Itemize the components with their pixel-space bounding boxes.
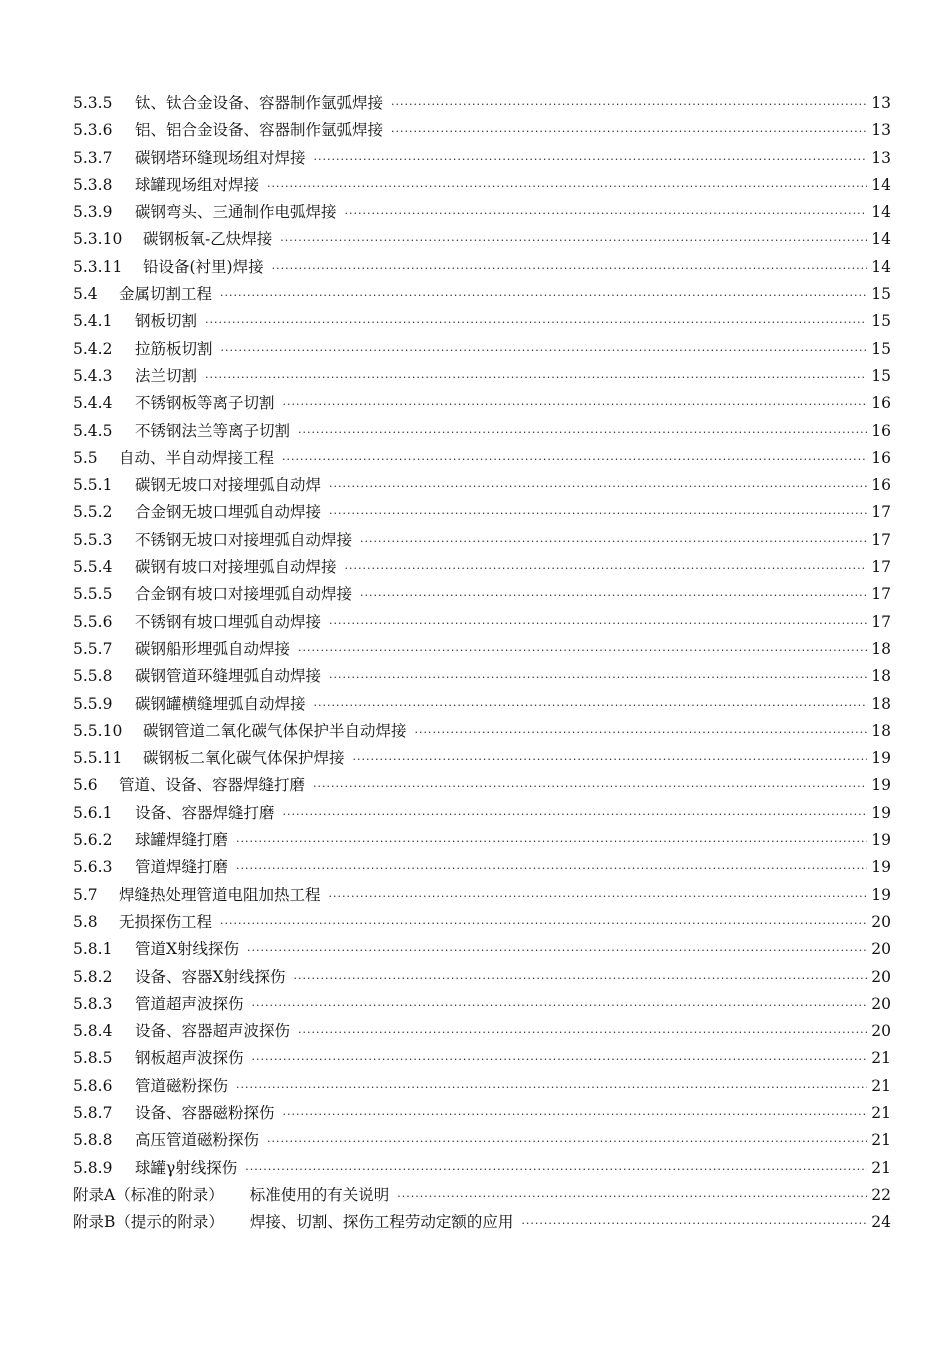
toc-entry-number: 5.3.7 bbox=[73, 148, 113, 167]
toc-entry-number: 5.5.11 bbox=[73, 749, 123, 768]
toc-entry-page-number: 24 bbox=[871, 1213, 891, 1232]
toc-entry-title: 碳钢板二氧化碳气体保护焊接 bbox=[143, 749, 345, 768]
toc-entry-number: 5.3.10 bbox=[73, 230, 123, 249]
toc-entry-page-number: 21 bbox=[871, 1158, 891, 1177]
dot-leader bbox=[236, 855, 867, 882]
dot-leader bbox=[298, 1019, 867, 1046]
toc-entry-title: 碳钢管道环缝埋弧自动焊接 bbox=[135, 667, 322, 686]
toc-entry-number: 5.8.9 bbox=[73, 1158, 113, 1177]
toc-entry-page-number: 14 bbox=[871, 230, 891, 249]
toc-entry-page-number: 21 bbox=[871, 1103, 891, 1122]
dot-leader bbox=[298, 637, 867, 664]
toc-entry[interactable] bbox=[73, 663, 891, 690]
toc-entry-page-number: 13 bbox=[871, 121, 891, 140]
toc-entry-number: 5.5.1 bbox=[73, 476, 113, 495]
dot-leader bbox=[267, 1128, 867, 1155]
dot-leader bbox=[314, 146, 867, 173]
toc-entry-number: 5.5.2 bbox=[73, 503, 113, 522]
toc-entry[interactable] bbox=[73, 90, 891, 117]
toc-entry-number: 5.8.1 bbox=[73, 940, 113, 959]
dot-leader bbox=[205, 364, 867, 391]
dot-leader bbox=[280, 227, 867, 254]
toc-entry-title: 钢板超声波探伤 bbox=[135, 1049, 244, 1068]
toc-entry-title: 碳钢弯头、三通制作电弧焊接 bbox=[135, 203, 337, 222]
toc-entry[interactable] bbox=[73, 1182, 891, 1209]
toc-entry-page-number: 20 bbox=[871, 912, 891, 931]
toc-entry-number: 附录A（标准的附录） bbox=[73, 1185, 224, 1204]
toc-entry[interactable] bbox=[73, 800, 891, 827]
toc-entry[interactable] bbox=[73, 363, 891, 390]
toc-entry-number: 5.5.6 bbox=[73, 612, 113, 631]
toc-entry-title: 球罐焊缝打磨 bbox=[135, 831, 229, 850]
toc-entry-page-number: 19 bbox=[871, 776, 891, 795]
toc-entry-title: 高压管道磁粉探伤 bbox=[135, 1131, 260, 1150]
toc-entry[interactable] bbox=[73, 691, 891, 718]
toc-entry-title: 不锈钢无坡口对接埋弧自动焊接 bbox=[135, 530, 353, 549]
toc-entry-number: 5.6.2 bbox=[73, 831, 113, 850]
toc-entry[interactable] bbox=[73, 1073, 891, 1100]
toc-entry-page-number: 14 bbox=[871, 257, 891, 276]
toc-entry-number: 5.6.1 bbox=[73, 803, 113, 822]
toc-entry[interactable] bbox=[73, 418, 891, 445]
dot-leader bbox=[397, 1183, 867, 1210]
toc-entry[interactable] bbox=[73, 199, 891, 226]
toc-entry[interactable] bbox=[73, 1209, 891, 1236]
toc-entry-title: 碳钢塔环缝现场组对焊接 bbox=[135, 148, 306, 167]
toc-entry-title: 碳钢罐横缝埋弧自动焊接 bbox=[135, 694, 306, 713]
toc-entry[interactable] bbox=[73, 145, 891, 172]
toc-entry-title: 球罐现场组对焊接 bbox=[135, 175, 260, 194]
dot-leader bbox=[313, 773, 867, 800]
toc-entry-number: 5.3.6 bbox=[73, 121, 113, 140]
toc-entry[interactable] bbox=[73, 772, 891, 799]
toc-entry-page-number: 21 bbox=[871, 1076, 891, 1095]
toc-entry[interactable] bbox=[73, 1100, 891, 1127]
toc-entry-number: 5.8.7 bbox=[73, 1103, 113, 1122]
toc-entry-title: 钢板切割 bbox=[135, 312, 198, 331]
dot-leader bbox=[236, 1074, 867, 1101]
dot-leader bbox=[298, 419, 867, 446]
toc-entry-number: 5.5.9 bbox=[73, 694, 113, 713]
toc-entry[interactable] bbox=[73, 390, 891, 417]
toc-entry[interactable] bbox=[73, 554, 891, 581]
toc-entry-page-number: 20 bbox=[871, 1022, 891, 1041]
toc-entry-page-number: 18 bbox=[871, 694, 891, 713]
toc-entry-title: 碳钢管道二氧化碳气体保护半自动焊接 bbox=[143, 721, 407, 740]
toc-entry-number: 5.5.5 bbox=[73, 585, 113, 604]
dot-leader bbox=[391, 91, 867, 118]
toc-entry[interactable] bbox=[73, 1045, 891, 1072]
toc-entry-page-number: 15 bbox=[871, 339, 891, 358]
dot-leader bbox=[329, 500, 867, 527]
dot-leader bbox=[345, 555, 867, 582]
toc-entry-page-number: 17 bbox=[871, 585, 891, 604]
toc-entry-page-number: 16 bbox=[871, 394, 891, 413]
dot-leader bbox=[329, 664, 867, 691]
toc-entry-number: 5.4.2 bbox=[73, 339, 113, 358]
toc-entry-title: 设备、容器X射线探伤 bbox=[135, 967, 286, 986]
toc-entry-title: 法兰切割 bbox=[135, 366, 198, 385]
dot-leader bbox=[345, 200, 867, 227]
toc-entry-title: 合金钢有坡口对接埋弧自动焊接 bbox=[135, 585, 353, 604]
toc-entry-number: 5.8.3 bbox=[73, 994, 113, 1013]
dot-leader bbox=[247, 937, 867, 964]
toc-entry[interactable] bbox=[73, 581, 891, 608]
toc-entry-page-number: 17 bbox=[871, 612, 891, 631]
dot-leader bbox=[415, 719, 867, 746]
toc-entry-page-number: 19 bbox=[871, 749, 891, 768]
toc-entry[interactable] bbox=[73, 636, 891, 663]
toc-entry-page-number: 17 bbox=[871, 558, 891, 577]
toc-entry-page-number: 19 bbox=[871, 831, 891, 850]
toc-entry-page-number: 16 bbox=[871, 421, 891, 440]
toc-entry-page-number: 21 bbox=[871, 1049, 891, 1068]
toc-entry[interactable] bbox=[73, 718, 891, 745]
toc-entry-title: 设备、容器超声波探伤 bbox=[135, 1022, 291, 1041]
toc-entry[interactable] bbox=[73, 936, 891, 963]
dot-leader bbox=[252, 992, 867, 1019]
dot-leader bbox=[329, 610, 867, 637]
toc-entry-title: 球罐γ射线探伤 bbox=[135, 1158, 238, 1177]
toc-entry-number: 5.5.3 bbox=[73, 530, 113, 549]
toc-entry-number: 5.5 bbox=[73, 448, 98, 467]
toc-entry-page-number: 14 bbox=[871, 203, 891, 222]
toc-entry-number: 5.8.4 bbox=[73, 1022, 113, 1041]
toc-entry-number: 5.3.5 bbox=[73, 94, 113, 112]
dot-leader bbox=[205, 309, 867, 336]
toc-entry[interactable] bbox=[73, 472, 891, 499]
toc-entry[interactable] bbox=[73, 172, 891, 199]
toc-entry-title: 碳钢无坡口对接埋弧自动焊 bbox=[135, 476, 322, 495]
toc-entry-page-number: 22 bbox=[871, 1185, 891, 1204]
toc-entry-title: 钛、钛合金设备、容器制作氩弧焊接 bbox=[135, 94, 384, 112]
toc-entry-page-number: 15 bbox=[871, 312, 891, 331]
toc-entry-page-number: 15 bbox=[871, 285, 891, 304]
toc-entry[interactable] bbox=[73, 308, 891, 335]
toc-entry-number: 5.4.3 bbox=[73, 366, 113, 385]
toc-entry-number: 5.8.2 bbox=[73, 967, 113, 986]
toc-entry-page-number: 19 bbox=[871, 885, 891, 904]
toc-entry-title: 设备、容器焊缝打磨 bbox=[135, 803, 275, 822]
toc-entry-page-number: 20 bbox=[871, 994, 891, 1013]
toc-entry-title: 设备、容器磁粉探伤 bbox=[135, 1103, 275, 1122]
toc-entry-page-number: 16 bbox=[871, 476, 891, 495]
toc-entry-page-number: 20 bbox=[871, 940, 891, 959]
toc-entry-title: 金属切割工程 bbox=[119, 285, 213, 304]
toc-entry[interactable] bbox=[73, 964, 891, 991]
toc-entry-page-number: 21 bbox=[871, 1131, 891, 1150]
toc-entry[interactable] bbox=[73, 254, 891, 281]
toc-entry-title: 不锈钢有坡口埋弧自动焊接 bbox=[135, 612, 322, 631]
toc-entry-title: 碳钢有坡口对接埋弧自动焊接 bbox=[135, 558, 337, 577]
toc-entry[interactable] bbox=[73, 499, 891, 526]
toc-entry-number: 5.3.8 bbox=[73, 175, 113, 194]
toc-entry[interactable] bbox=[73, 1127, 891, 1154]
toc-entry-number: 5.8.8 bbox=[73, 1131, 113, 1150]
toc-entry-page-number: 13 bbox=[871, 148, 891, 167]
toc-entry-number: 5.5.7 bbox=[73, 639, 113, 658]
toc-entry-number: 5.5.8 bbox=[73, 667, 113, 686]
dot-leader bbox=[329, 883, 867, 910]
toc-entry-title: 合金钢无坡口埋弧自动焊接 bbox=[135, 503, 322, 522]
toc-entry[interactable] bbox=[73, 527, 891, 554]
toc-entry-number: 5.4.4 bbox=[73, 394, 113, 413]
toc-entry[interactable] bbox=[73, 854, 891, 881]
toc-entry[interactable] bbox=[73, 745, 891, 772]
toc-entry-title: 拉筋板切割 bbox=[135, 339, 213, 358]
dot-leader bbox=[267, 173, 867, 200]
dot-leader bbox=[521, 1210, 867, 1237]
toc-entry-title: 焊缝热处理管道电阻加热工程 bbox=[119, 885, 321, 904]
toc-entry-number: 5.8.6 bbox=[73, 1076, 113, 1095]
toc-entry-title: 铅设备(衬里)焊接 bbox=[143, 257, 264, 276]
toc-entry-number: 5.4.1 bbox=[73, 312, 113, 331]
toc-entry-title: 管道磁粉探伤 bbox=[135, 1076, 229, 1095]
toc-entry[interactable] bbox=[73, 226, 891, 253]
toc-entry[interactable] bbox=[73, 117, 891, 144]
dot-leader bbox=[329, 473, 867, 500]
dot-leader bbox=[283, 1101, 867, 1128]
toc-entry-page-number: 14 bbox=[871, 175, 891, 194]
toc-entry-title: 标准使用的有关说明 bbox=[249, 1185, 390, 1204]
toc-entry[interactable] bbox=[73, 909, 891, 936]
toc-entry-page-number: 16 bbox=[871, 448, 891, 467]
dot-leader bbox=[252, 1046, 867, 1073]
toc-entry-number: 5.6 bbox=[73, 776, 98, 795]
dot-leader bbox=[221, 337, 867, 364]
toc-entry-page-number: 18 bbox=[871, 667, 891, 686]
toc-entry-page-number: 15 bbox=[871, 366, 891, 385]
toc-entry-page-number: 19 bbox=[871, 858, 891, 877]
toc-entry-number: 5.8.5 bbox=[73, 1049, 113, 1068]
toc-entry[interactable] bbox=[73, 1018, 891, 1045]
toc-entry-page-number: 19 bbox=[871, 803, 891, 822]
dot-leader bbox=[220, 282, 867, 309]
toc-entry-title: 铝、铝合金设备、容器制作氩弧焊接 bbox=[135, 121, 384, 140]
toc-entry-title: 管道焊缝打磨 bbox=[135, 858, 229, 877]
toc-entry-title: 管道超声波探伤 bbox=[135, 994, 244, 1013]
toc-entry-number: 5.4.5 bbox=[73, 421, 113, 440]
toc-entry-number: 5.3.11 bbox=[73, 257, 123, 276]
toc-entry-title: 无损探伤工程 bbox=[119, 912, 213, 931]
toc-entry[interactable] bbox=[73, 445, 891, 472]
toc-entry-number: 5.8 bbox=[73, 912, 98, 931]
toc-entry-title: 焊接、切割、探伤工程劳动定额的应用 bbox=[249, 1213, 514, 1232]
toc-entry[interactable] bbox=[73, 882, 891, 909]
dot-leader bbox=[220, 910, 867, 937]
toc-entry-number: 5.5.4 bbox=[73, 558, 113, 577]
dot-leader bbox=[360, 582, 867, 609]
toc-entry-number: 5.3.9 bbox=[73, 203, 113, 222]
toc-entry-number: 5.6.3 bbox=[73, 858, 113, 877]
toc-entry-title: 不锈钢板等离子切割 bbox=[135, 394, 275, 413]
toc-entry-page-number: 20 bbox=[871, 967, 891, 986]
toc-entry-title: 管道、设备、容器焊缝打磨 bbox=[119, 776, 306, 795]
toc-entry-page-number: 13 bbox=[871, 94, 891, 112]
dot-leader bbox=[391, 118, 867, 145]
dot-leader bbox=[282, 446, 867, 473]
toc-entry[interactable] bbox=[73, 281, 891, 308]
toc-entry-page-number: 17 bbox=[871, 530, 891, 549]
toc-entry-page-number: 17 bbox=[871, 503, 891, 522]
dot-leader bbox=[272, 255, 867, 282]
toc-entry-number: 5.4 bbox=[73, 285, 98, 304]
toc-entry-title: 管道X射线探伤 bbox=[135, 940, 240, 959]
toc-entry-title: 自动、半自动焊接工程 bbox=[119, 448, 275, 467]
toc-entry-page-number: 18 bbox=[871, 721, 891, 740]
toc-entry[interactable] bbox=[73, 1155, 891, 1182]
table-of-contents bbox=[73, 90, 891, 1236]
toc-entry-page-number: 18 bbox=[871, 639, 891, 658]
toc-entry-title: 碳钢板氧-乙炔焊接 bbox=[143, 230, 273, 249]
toc-entry-number: 5.5.10 bbox=[73, 721, 123, 740]
toc-entry[interactable] bbox=[73, 991, 891, 1018]
toc-entry-number: 5.7 bbox=[73, 885, 98, 904]
dot-leader bbox=[294, 965, 867, 992]
dot-leader bbox=[236, 828, 867, 855]
dot-leader bbox=[360, 528, 867, 555]
toc-entry[interactable] bbox=[73, 336, 891, 363]
dot-leader bbox=[353, 746, 867, 773]
toc-entry-number: 附录B（提示的附录） bbox=[73, 1213, 224, 1232]
dot-leader bbox=[245, 1156, 867, 1183]
dot-leader bbox=[283, 391, 867, 418]
toc-entry[interactable] bbox=[73, 827, 891, 854]
dot-leader bbox=[314, 692, 867, 719]
toc-entry[interactable] bbox=[73, 609, 891, 636]
toc-entry-title: 碳钢船形埋弧自动焊接 bbox=[135, 639, 291, 658]
dot-leader bbox=[283, 801, 867, 828]
toc-entry-title: 不锈钢法兰等离子切割 bbox=[135, 421, 291, 440]
